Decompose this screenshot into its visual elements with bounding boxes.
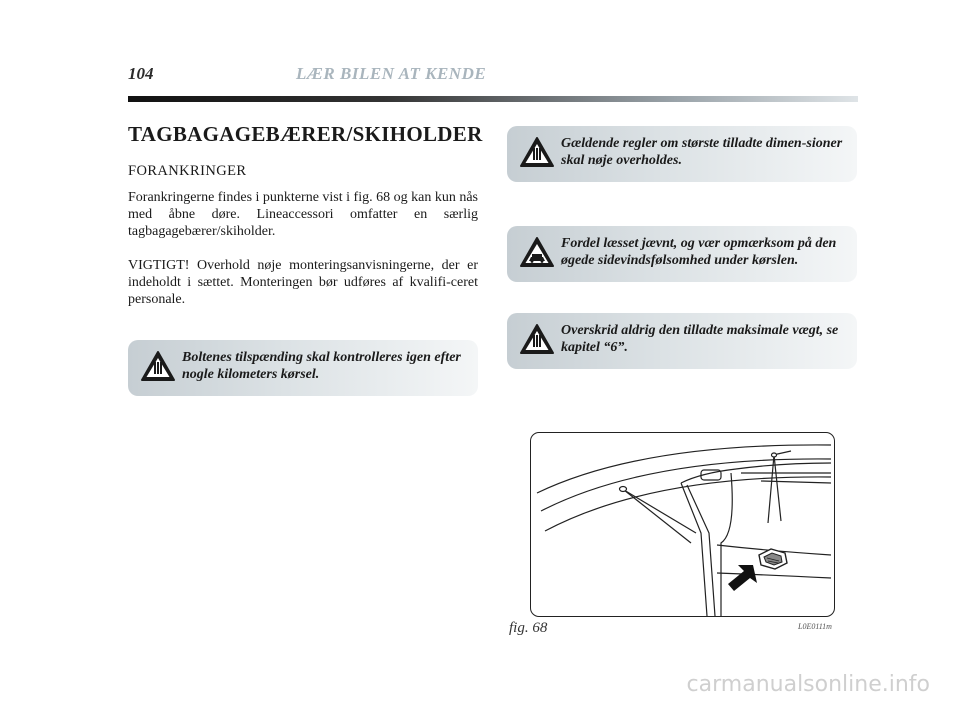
- figure-roof-anchor: [530, 432, 835, 617]
- warning-triangle-icon: [140, 350, 176, 382]
- warning-text-dimensions: Gældende regler om største tilladte dimen-sioner skal nøje overholdes.: [561, 136, 843, 168]
- warning-box-dimensions: [507, 126, 857, 182]
- warning-text-bolts: Boltenes tilspænding skal kontrolleres igen efter nogle kilometers kørsel.: [182, 350, 461, 382]
- paragraph-important: VIGTIGT! Overhold nøje monteringsanvisningerne, der er indeholdt i sættet. Monteringen bør udføres af kvalifi-ceret personale.: [128, 258, 478, 307]
- warning-text-weight: Overskrid aldrig den tilladte maksimale vægt, se kapitel “6”.: [561, 323, 839, 355]
- car-load-warning-icon: [519, 236, 555, 268]
- header-rule: [128, 96, 858, 102]
- warning-box-weight: [507, 313, 857, 369]
- figure-code: L0E0111m: [798, 622, 832, 631]
- warning-text-load: Fordel læsset jævnt, og vær opmærksom på den øgede sidevindsfølsomhed under kørslen.: [561, 236, 837, 268]
- paragraph-anchorages: Forankringerne findes i punkterne vist i fig. 68 og kan kun nås med åbne døre. Lineaccessori omfatter en særlig tagbagagebærer/skiholder.: [128, 190, 478, 239]
- roof-anchor-illustration: [531, 433, 834, 616]
- warning-triangle-icon: [519, 323, 555, 355]
- subheading: FORANKRINGER: [128, 163, 247, 179]
- figure-caption: fig. 68: [509, 620, 548, 636]
- section-title: TAGBAGAGEBÆRER/SKIHOLDER: [128, 122, 483, 146]
- warning-triangle-icon: [519, 136, 555, 168]
- warning-box-bolts: [128, 340, 478, 396]
- pointer-arrow-icon: [728, 565, 757, 591]
- roof-rack-anchor-cap: [759, 549, 787, 569]
- warning-box-load: [507, 226, 857, 282]
- running-header: LÆR BILEN AT KENDE: [296, 64, 487, 83]
- watermark: carmanualsonline.info: [686, 672, 930, 697]
- page-number: 104: [128, 64, 154, 83]
